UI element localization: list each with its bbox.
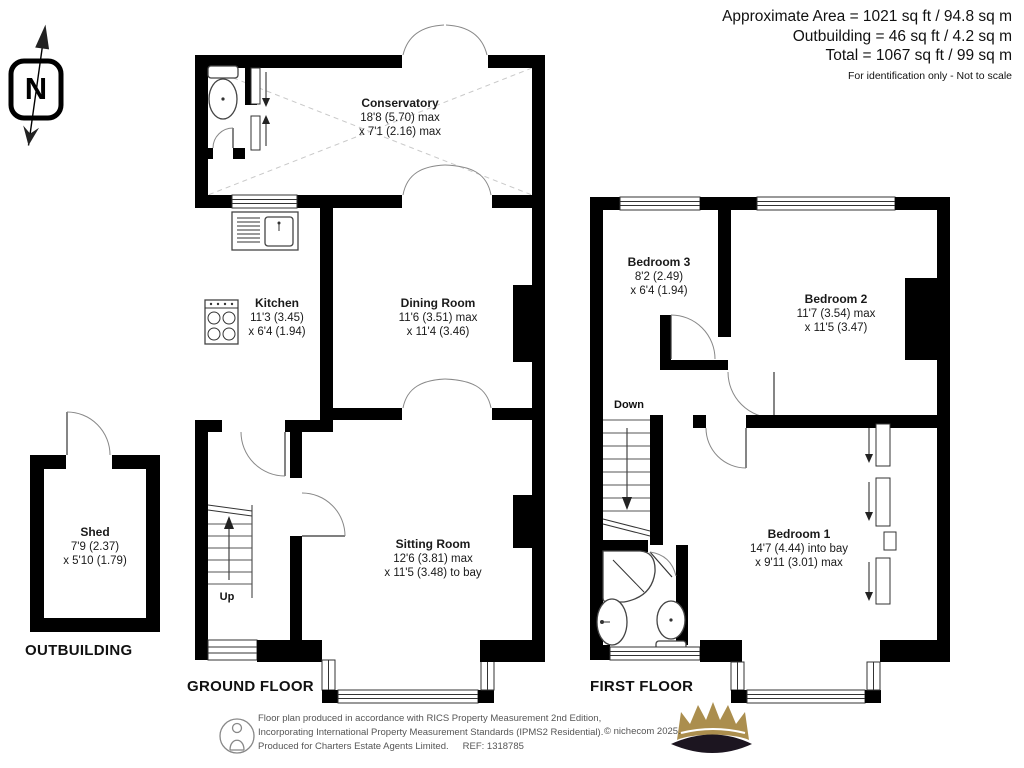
approximate-area-line: Approximate Area = 1021 sq ft / 94.8 sq m <box>722 8 1012 25</box>
shed-plan <box>30 412 160 632</box>
outbuilding-area-line: Outbuilding = 46 sq ft / 4.2 sq m <box>792 27 1012 45</box>
disclaimer-line-3 <box>258 740 603 754</box>
disclaimer-line-2: Incorporating International Property Measurement Standards (IPMS2 Residential). <box>258 726 604 738</box>
stove-icon <box>205 300 238 344</box>
room-label-sitting-room: Sitting Room 12'6 (3.81) max x 11'5 (3.48) to bay <box>384 537 482 579</box>
room-label-kitchen: Kitchen 11'3 (3.45) x 6'4 (1.94) <box>248 296 306 338</box>
reference-number: REF: 1318785 <box>462 740 524 752</box>
room-label-conservatory: Conservatory 18'8 (5.70) max x 7'1 (2.16) max <box>358 96 442 138</box>
area-summary <box>722 7 1012 82</box>
crown-logo <box>671 702 752 753</box>
stairs-up <box>208 505 252 598</box>
sash-windows-bedroom1 <box>865 424 896 604</box>
disclaimer-text <box>258 712 603 753</box>
shower-icon <box>603 551 655 602</box>
identification-note: For identification only - Not to scale <box>848 69 1012 82</box>
stairs-up-label: Up <box>219 591 235 603</box>
copyright-text: © nichecom 2025. <box>604 726 681 737</box>
first-floor-label: FIRST FLOOR <box>590 678 694 695</box>
room-label-bedroom-2: Bedroom 2 11'7 (3.54) max x 11'5 (3.47) <box>796 292 876 334</box>
bay-window-first <box>731 640 950 703</box>
stairs-down-label: Down <box>614 399 644 411</box>
kitchen-sink-icon <box>232 212 298 250</box>
total-area-line: Total = 1067 sq ft / 99 sq m <box>825 47 1012 64</box>
room-label-dining-room: Dining Room 11'6 (3.51) max x 11'4 (3.46) <box>398 296 478 338</box>
compass-north-label: N <box>24 71 48 106</box>
produced-for-text: Produced for Charters Estate Agents Limited. <box>258 740 449 752</box>
disclaimer-line-1: Floor plan produced in accordance with RICS Property Measurement 2nd Edition, <box>258 713 602 724</box>
room-label-shed: Shed 7'9 (2.37) x 5'10 (1.79) <box>63 525 127 567</box>
toilet-icon-ff <box>656 601 686 651</box>
ground-floor-label: GROUND FLOOR <box>187 678 314 695</box>
bay-window-ground <box>322 640 545 703</box>
room-label-bedroom-1: Bedroom 1 14'7 (4.44) into bay x 9'11 (3.01) max <box>749 527 849 569</box>
room-label-bedroom-3: Bedroom 3 8'2 (2.49) x 6'4 (1.94) <box>627 255 691 297</box>
bathroom-sink-icon <box>597 599 627 645</box>
outbuilding-label: OUTBUILDING <box>25 642 133 659</box>
person-badge-icon <box>220 719 254 753</box>
toilet-icon-gf <box>208 66 238 119</box>
stairs-down <box>603 420 650 536</box>
